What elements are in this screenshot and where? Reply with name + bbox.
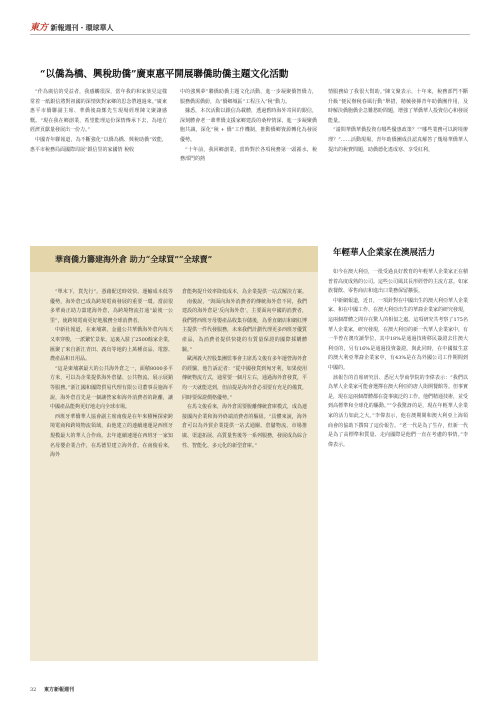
article-paragraph: 中國青年聯報道，為不斷強化“以僑為橋、興稅助僑”效能，惠平市稅務局面國際周展“銀信里的家國情 稅收 xyxy=(30,136,167,153)
article-paragraph: “作為廣信的受益者，我感觸很深，當年我的和家族見這樣常着一紙銀信將對祖國的深情與對家鄉的思念帶越過來。”廣東惠平市僑聯副主席、華僑後裔鄭先生現場經理陳文聚讓感慨。“現在我在鄉創業，希望能理這份深情傳承下去，為地方經濟貢獻量發展出一份力。” xyxy=(30,89,167,134)
feature-paragraph: 南俊說，“與面向海外消費者的傳統海外倉不同，我們建設的海外倉是‘反向海外倉’，主要面向中國的消費者，我們將西班牙母嬰產品收集存儲後，為垂直網店和網紅博主提供一件代發服務，未來我們計劃代理更多西班牙優質產品，為消費者提供快捷的有質量保證的國際採購體驗。” xyxy=(182,298,308,353)
magazine-header xyxy=(30,20,113,33)
article-column-1 xyxy=(30,88,167,155)
article-paragraph: 據悉，本次活動以銀信為載體，透過舊時海外寄回的銀信，深刻體會老一輩華僑支援家鄉建設的桑梓情深，進一步凝聚僑胞共識，深化“稅 + 僑”工作機制，推動僑鄉資源轉化為發展優勢。 xyxy=(180,108,317,143)
feature-paragraph: 歐洲義大控股集團監事會主席馬文俊有多年運營海外倉的經驗，他告訴記者：“從中國發貨到匈牙利，如果使用傳統物流方式，通常要一個月左右，通過海外倉發貨，平均一天就能送到，但前提是海外倉必須要有充足的備貨，同時要保證價格優勢。” xyxy=(182,356,308,401)
sidebar-body xyxy=(328,268,468,450)
article-paragraph: “十年前，我回鄉創業，當時對於各項稅務第一頭霧水，稅務部門的熱 xyxy=(180,146,317,163)
feature-paragraph: “這是柬埔寨最大的公共海外倉之一，面積8000多平方米，可以為企業提供海外倉儲、公共物流、展示展銷等服務。”浙江國和國際貿易代理有限公司董事長施海平說，海外倉首先是一個讓營家和海外消費者的距離，讓中國產品能夠更好地走向全球市場。 xyxy=(50,365,173,411)
feature-paragraph: “單末下，貨先行”。憑藉配送時效快、運輸成本低等優勢，海外倉已成為跨境電商發展的重要一環。當前很多華商正助力籌建海外倉，為跨境物流打通“最後一公里”，使跨境電商更好地服務全球消費者。 xyxy=(50,289,173,324)
article-paragraph: 中的強興夢”聯僑助僑主題文化活動，進一步凝聚僑智僑力，服務僑需僑紛，為“僑鄉城區”工程注入“稅”動力。 xyxy=(180,89,317,105)
section-label: 新報週刊・環球華人 xyxy=(50,23,114,32)
feature-paragraph: 中新社報道，在東埔寨，金邊公共華僑海外倉內每天又車穿梭，一派繁忙景象。這裏入駐了2500餘家企業，匯聚了來自浙江青田、義烏等地的上萬種食品、電器、農產品和日用品。 xyxy=(50,327,173,363)
sidebar-paragraph: 如今在澳大利亞，一批受過良好教育的年輕華人企業家正在積普着高度成熟的公司。這些公司風其長形經營的主流方意。如家族餐飲、零售商店和進出口業務保留擴張。 xyxy=(328,269,469,295)
article-column-2 xyxy=(180,88,317,165)
feature-paragraph: 在馬文俊看來，海外倉需要脫離傳統倉庫模式，成為連接國內企業和海外終端消費者的樞紐。“具體來說，海外倉可以為外貿企業提供一站式通關、倉儲物流、市場推廣、渠道拓展、高質量售後等一系列服務，發展成為綜合性、智能化、多元化的新型倉庫。” xyxy=(182,404,308,449)
feature-paragraph: 西班牙華僑華人協會副主席南俊是在年來積極探索跨境電商和跨境物流領域，由他建立的連續速運是西班牙規模最大的華人合作商。去年連續速運在西班牙一家知名母嬰企業合作，在馬德里建立海外倉。在南俊看來，海外 xyxy=(50,413,173,459)
header-divider xyxy=(30,34,470,35)
article-column-3 xyxy=(328,88,468,155)
feature-column-1 xyxy=(50,288,173,461)
feature-title: 華商僑力籌建海外倉 助力“全球買”“全球賣” xyxy=(55,254,213,264)
article-paragraph: “請問華僑華僑投資有哪些優惠政策？”“哪些業務可以跨境辦理？”……活動現場，青年助僑團成員認真解答了幾場華僑華人提出的稅費問題，助僑德化遙成寒、享受紅利。 xyxy=(328,127,468,153)
sidebar-title: 年輕華人企業家在澳展活力 xyxy=(333,248,436,258)
article-paragraph: 情服務給了我很大幫助。”陳文聚表示，十年來，稅務部門不斷升級“便民辦稅春風行動”舉措，精械發揮青年助僑團作用，及時解決僑胞僑企急難愁盼問題，增強了華僑華人投資信心和發展能量。 xyxy=(328,89,469,124)
page-number: 32 xyxy=(30,687,37,693)
sidebar-paragraph: 中新網報道，近日，一項針對在中國出生的澳大利亞華人企業家、和在中國工作、在澳大利亞出生的華裔企業家的研究發現，這兩個群體之間存在驚人的相似之處。這項研究共考察了175名華人企業家，研究發現，在澳大利亞的新一代華人企業家中，有一半曾在澳攻讀學位，其中18%是通過技術移民簽證去往澳大利亞的，另有16%是通過投資簽證。與此同時，在中國做生意的澳大利亞華裔企業家中，有43%是在為外國公司工作期間到中國的。 xyxy=(328,297,469,371)
magazine-logo: 東方 xyxy=(30,23,49,33)
feature-column-2 xyxy=(182,288,307,451)
feature-paragraph: 倉能夠提升效率降低成本，為企業提供一站式解決方案。 xyxy=(182,289,308,295)
footer-magazine-name: 東方新報週刊 xyxy=(43,687,74,693)
sidebar-paragraph: 該報告的首席研究員、悉尼大學商學院的李偉表示：“我們以為華人企業家可能會選擇在澳大利亞的唐人街開餐館等。但事實是，現在這兩個群體都在從事廣泛的工作。他們精通技術，並受到高標準和全球化的驅動。”“令我驚訝的是，現在年輕華人企業家的活力如此之大。”李偉表示，他在澳期間和澳大利亞上海領商會的協助下撰寫了這份報告。“老一代是為了生存，但新一代是為了高標準和質量、走向國際是他們一直在考慮的事情。”李偉表示。 xyxy=(328,374,469,448)
page-footer xyxy=(30,686,74,693)
article-title: “以僑為橋、興稅助僑”廣東惠平開展聯僑助僑主題文化活動 xyxy=(40,69,289,80)
